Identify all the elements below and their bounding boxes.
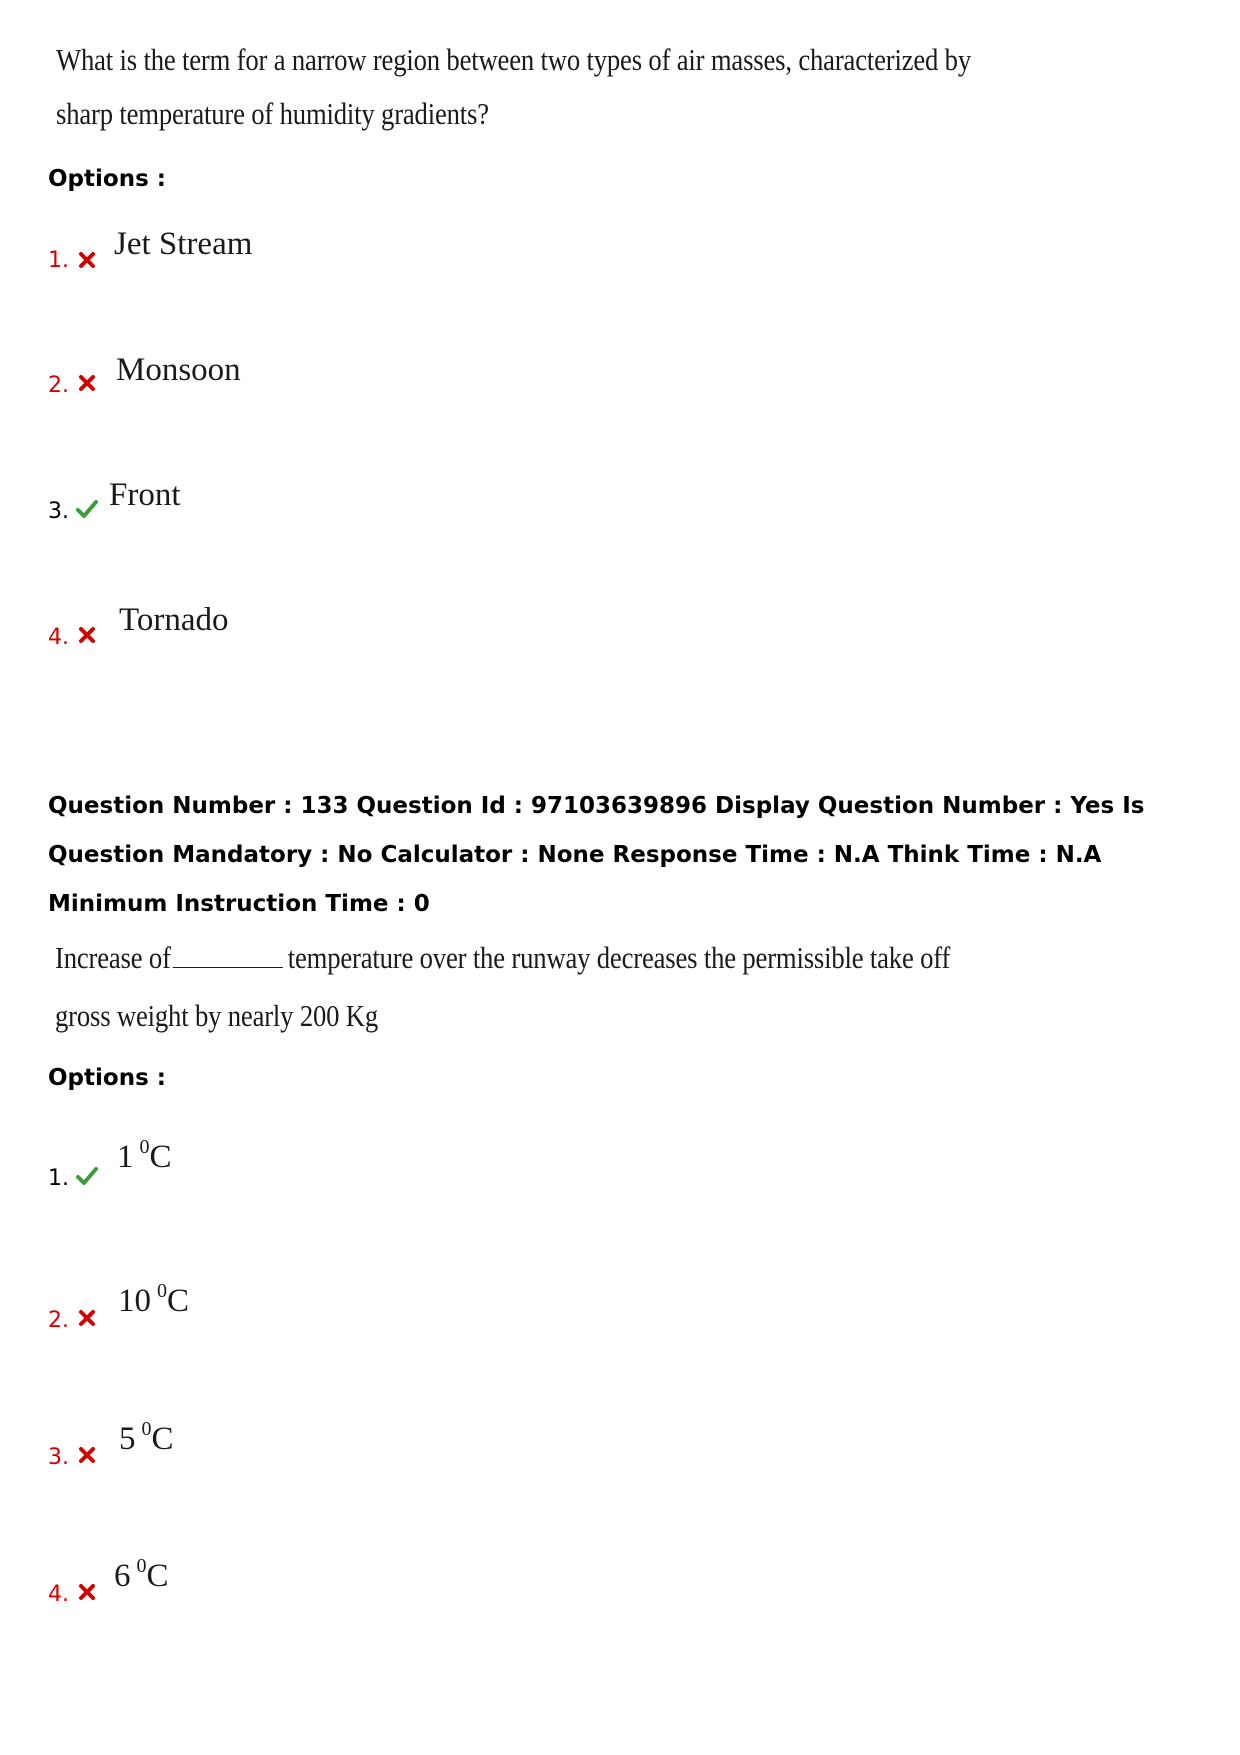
option-label	[118, 1280, 189, 1320]
cross-icon	[77, 1445, 97, 1465]
option-label: Tornado	[119, 602, 229, 638]
question-text-after-blank: temperature over the runway decreases the permissible take off	[287, 940, 951, 975]
option-number: 4.	[48, 1582, 69, 1607]
option-value: 6	[114, 1558, 131, 1594]
question-text-line-1	[55, 940, 950, 976]
check-icon	[75, 499, 99, 519]
option-label: Monsoon	[116, 352, 241, 388]
cross-icon	[77, 625, 97, 645]
cross-icon	[77, 373, 97, 393]
degree-superscript: 0	[141, 1418, 152, 1440]
cross-icon	[77, 1582, 97, 1602]
option-value: 1	[117, 1139, 134, 1175]
option-value: 10	[118, 1283, 151, 1319]
question-metadata: Question Number : 133 Question Id : 97103639896 Display Question Number : Yes Is Question Mandatory : No Calculator : None Response Time : N.A Think Time : N.A Minimum Instruction Time : 0	[48, 793, 1145, 917]
option-label	[119, 1418, 174, 1458]
options-heading: Options :	[48, 166, 166, 192]
option-label	[117, 1136, 172, 1176]
unit-suffix: C	[167, 1283, 190, 1319]
degree-superscript: 0	[157, 1280, 167, 1302]
question-text-line-1: What is the term for a narrow region between two types of air masses, characterized by	[56, 42, 971, 77]
unit-suffix: C	[149, 1139, 172, 1175]
degree-superscript: 0	[139, 1136, 150, 1158]
cross-icon	[77, 1308, 97, 1328]
option-label: Jet Stream	[114, 226, 253, 262]
unit-suffix: C	[151, 1421, 174, 1457]
option-number: 3.	[48, 1445, 69, 1470]
option-number: 1.	[48, 248, 69, 273]
fill-in-blank	[172, 941, 282, 968]
degree-superscript: 0	[136, 1555, 147, 1577]
question-text-before-blank: Increase of	[55, 940, 171, 975]
option-value: 5	[119, 1421, 136, 1457]
unit-suffix: C	[146, 1558, 169, 1594]
option-label: Front	[109, 477, 181, 513]
option-number: 1.	[48, 1166, 69, 1191]
option-number: 2.	[48, 1308, 69, 1333]
option-number: 2.	[48, 373, 69, 398]
question-text-line-2: gross weight by nearly 200 Kg	[55, 998, 379, 1033]
cross-icon	[77, 250, 97, 270]
option-label	[114, 1555, 169, 1595]
question-text-line-2: sharp temperature of humidity gradients?	[56, 96, 489, 131]
option-number: 3.	[48, 499, 69, 524]
option-number: 4.	[48, 625, 69, 650]
check-icon	[75, 1166, 99, 1186]
options-heading: Options :	[48, 1065, 166, 1091]
